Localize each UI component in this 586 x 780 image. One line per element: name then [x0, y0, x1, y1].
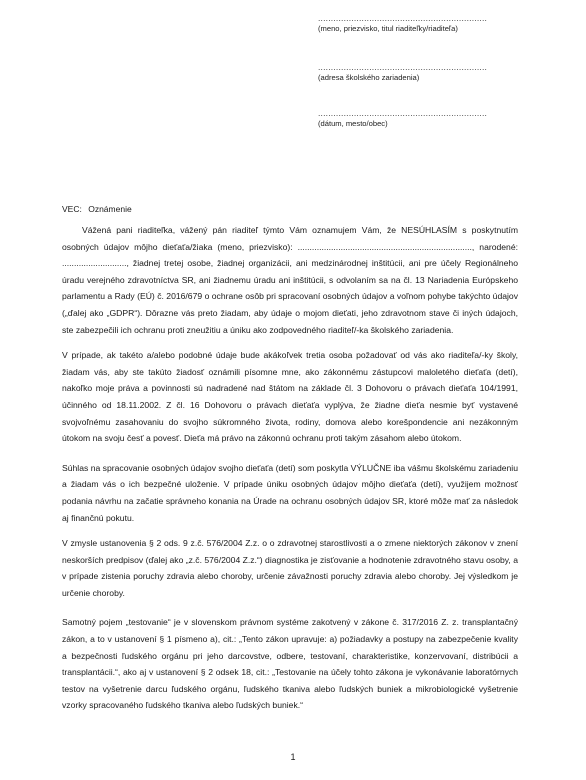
- school-address-caption: (adresa školského zariadenia): [318, 73, 420, 82]
- paragraph-consent: Súhlas na spracovanie osobných údajov svojho dieťaťa (detí) som poskytla VÝLUČNE iba vášmu školskému zariadeniu a žiadam vás o ich bezpečné uloženie. V prípade úniku osobných údajov môjho dieťaťa (detí), využijem možnosť podania návrhu na začatie správneho konania na Úrade na ochranu osobných údajov SR, ktoré môže mať za následok aj finančnú pokutu.: [62, 462, 518, 523]
- page-number: 1: [290, 752, 296, 762]
- paragraph-third-party-requests: V prípade, ak takéto a/alebo podobné údaje bude akákoľvek tretia osoba požadovať od vás ako riaditeľa/-ky školy, žiadam vás, aby ste takúto žiadosť oznámili písomne mne, ako zákonnému zástupcovi maloletého dieťaťa (detí), nakoľko moje práva a povinnosti sú nadradené nad štátom na základe čl. 3 Dohovoru o právach dieťaťa 104/1991, účinného od 18.11.2002. Z čl. 16 Dohovoru o právach dieťaťa vyplýva, že žiadne dieťa nesmie byť vystavené svojvoľnému zasahovaniu do svojho súkromného života, rodiny, domova alebo korešpondencie ani nezákonným útokom na svoju česť a povesť. Dieťa má právo na zákonnú ochranu proti takým zásahom alebo útokom.: [62, 350, 518, 444]
- fill-line: ..................................................................: [318, 13, 488, 23]
- principal-name-caption: (meno, priezvisko, titul riaditeľky/riaditeľa): [318, 24, 458, 33]
- subject-label: VEC:: [62, 204, 82, 214]
- principal-name-field: [318, 13, 518, 34]
- letter-body: [62, 222, 518, 714]
- school-address-field: [318, 62, 518, 83]
- paragraph-diagnostics-law: V zmysle ustanovenia § 2 ods. 9 z.č. 576/2004 Z.z. o o zdravotnej starostlivosti a o zmene niektorých zákonov v znení neskorších predpisov (ďalej ako „z.č. 576/2004 Z.z.“) diagnostika je zisťovanie a hodnotenie zdravotného stavu osoby, a v prípade zistenia poruchy zdravia alebo choroby, určenie závažnosti poruchy zdravia alebo choroby. Jej výsledkom je určenie choroby.: [62, 538, 518, 598]
- date-place-caption: (dátum, mesto/obec): [318, 119, 388, 128]
- date-place-field: [318, 108, 518, 129]
- paragraph-objection: Vážená pani riaditeľka, vážený pán riaditeľ týmto Vám oznamujem Vám, že NESÚHLASÍM s poskytnutím osobných údajov môjho dieťaťa/žiaka (meno, priezvisko): ........................................................................., narodené: ..........................., žiadnej tretej osobe, žiadnej organizácii, ani medzinárodnej inštitúcii, ani pre účely Regionálneho úradu verejného zdravotníctva SR, ani žiadnemu úradu ani inštitúcii, s odvolaním sa na čl. 13 Nariadenia Európskeho parlamentu a Rady (EÚ) č. 2016/679 o ochrane osôb pri spracovaní osobných údajov a voľnom pohybe takýchto údajov („ďalej ako „GDPR“). Dôrazne vás preto žiadam, aby údaje o mojom dieťati, jeho zdravotnom stave či iných údajoch, ste zabezpečili ich ochranu proti zneužitiu a úniku ako zodpovedného riaditeľ/-ka školského zariadenia.: [62, 225, 518, 335]
- paragraph-testing-definition: Samotný pojem „testovanie“ je v slovenskom právnom systéme zakotvený v zákone č. 317/2016 Z. z. transplantačný zákon, a to v ustanovení § 1 písmeno a), cit.: „Tento zákon upravuje: a) požiadavky a postupy na zabezpečenie kvality a bezpečnosti ľudského orgánu pri jeho darcovstve, odbere, testovaní, charakteristike, konzervovaní, distribúcii a transplantácii.“, ako aj v ustanovení § 2 odsek 18, cit.: „Testovanie na účely tohto zákona je vykonávanie laboratórnych testov na vyšetrenie darcu ľudského orgánu, ľudského tkaniva alebo ľudských buniek a mikrobiologické vyšetrenie vzorky spracovaného ľudského tkaniva alebo ľudských buniek.“: [62, 617, 518, 711]
- subject-title: Oznámenie: [88, 204, 132, 214]
- fill-line: ..................................................................: [318, 62, 488, 72]
- subject-line: [62, 204, 136, 214]
- fill-line: ..................................................................: [318, 108, 488, 118]
